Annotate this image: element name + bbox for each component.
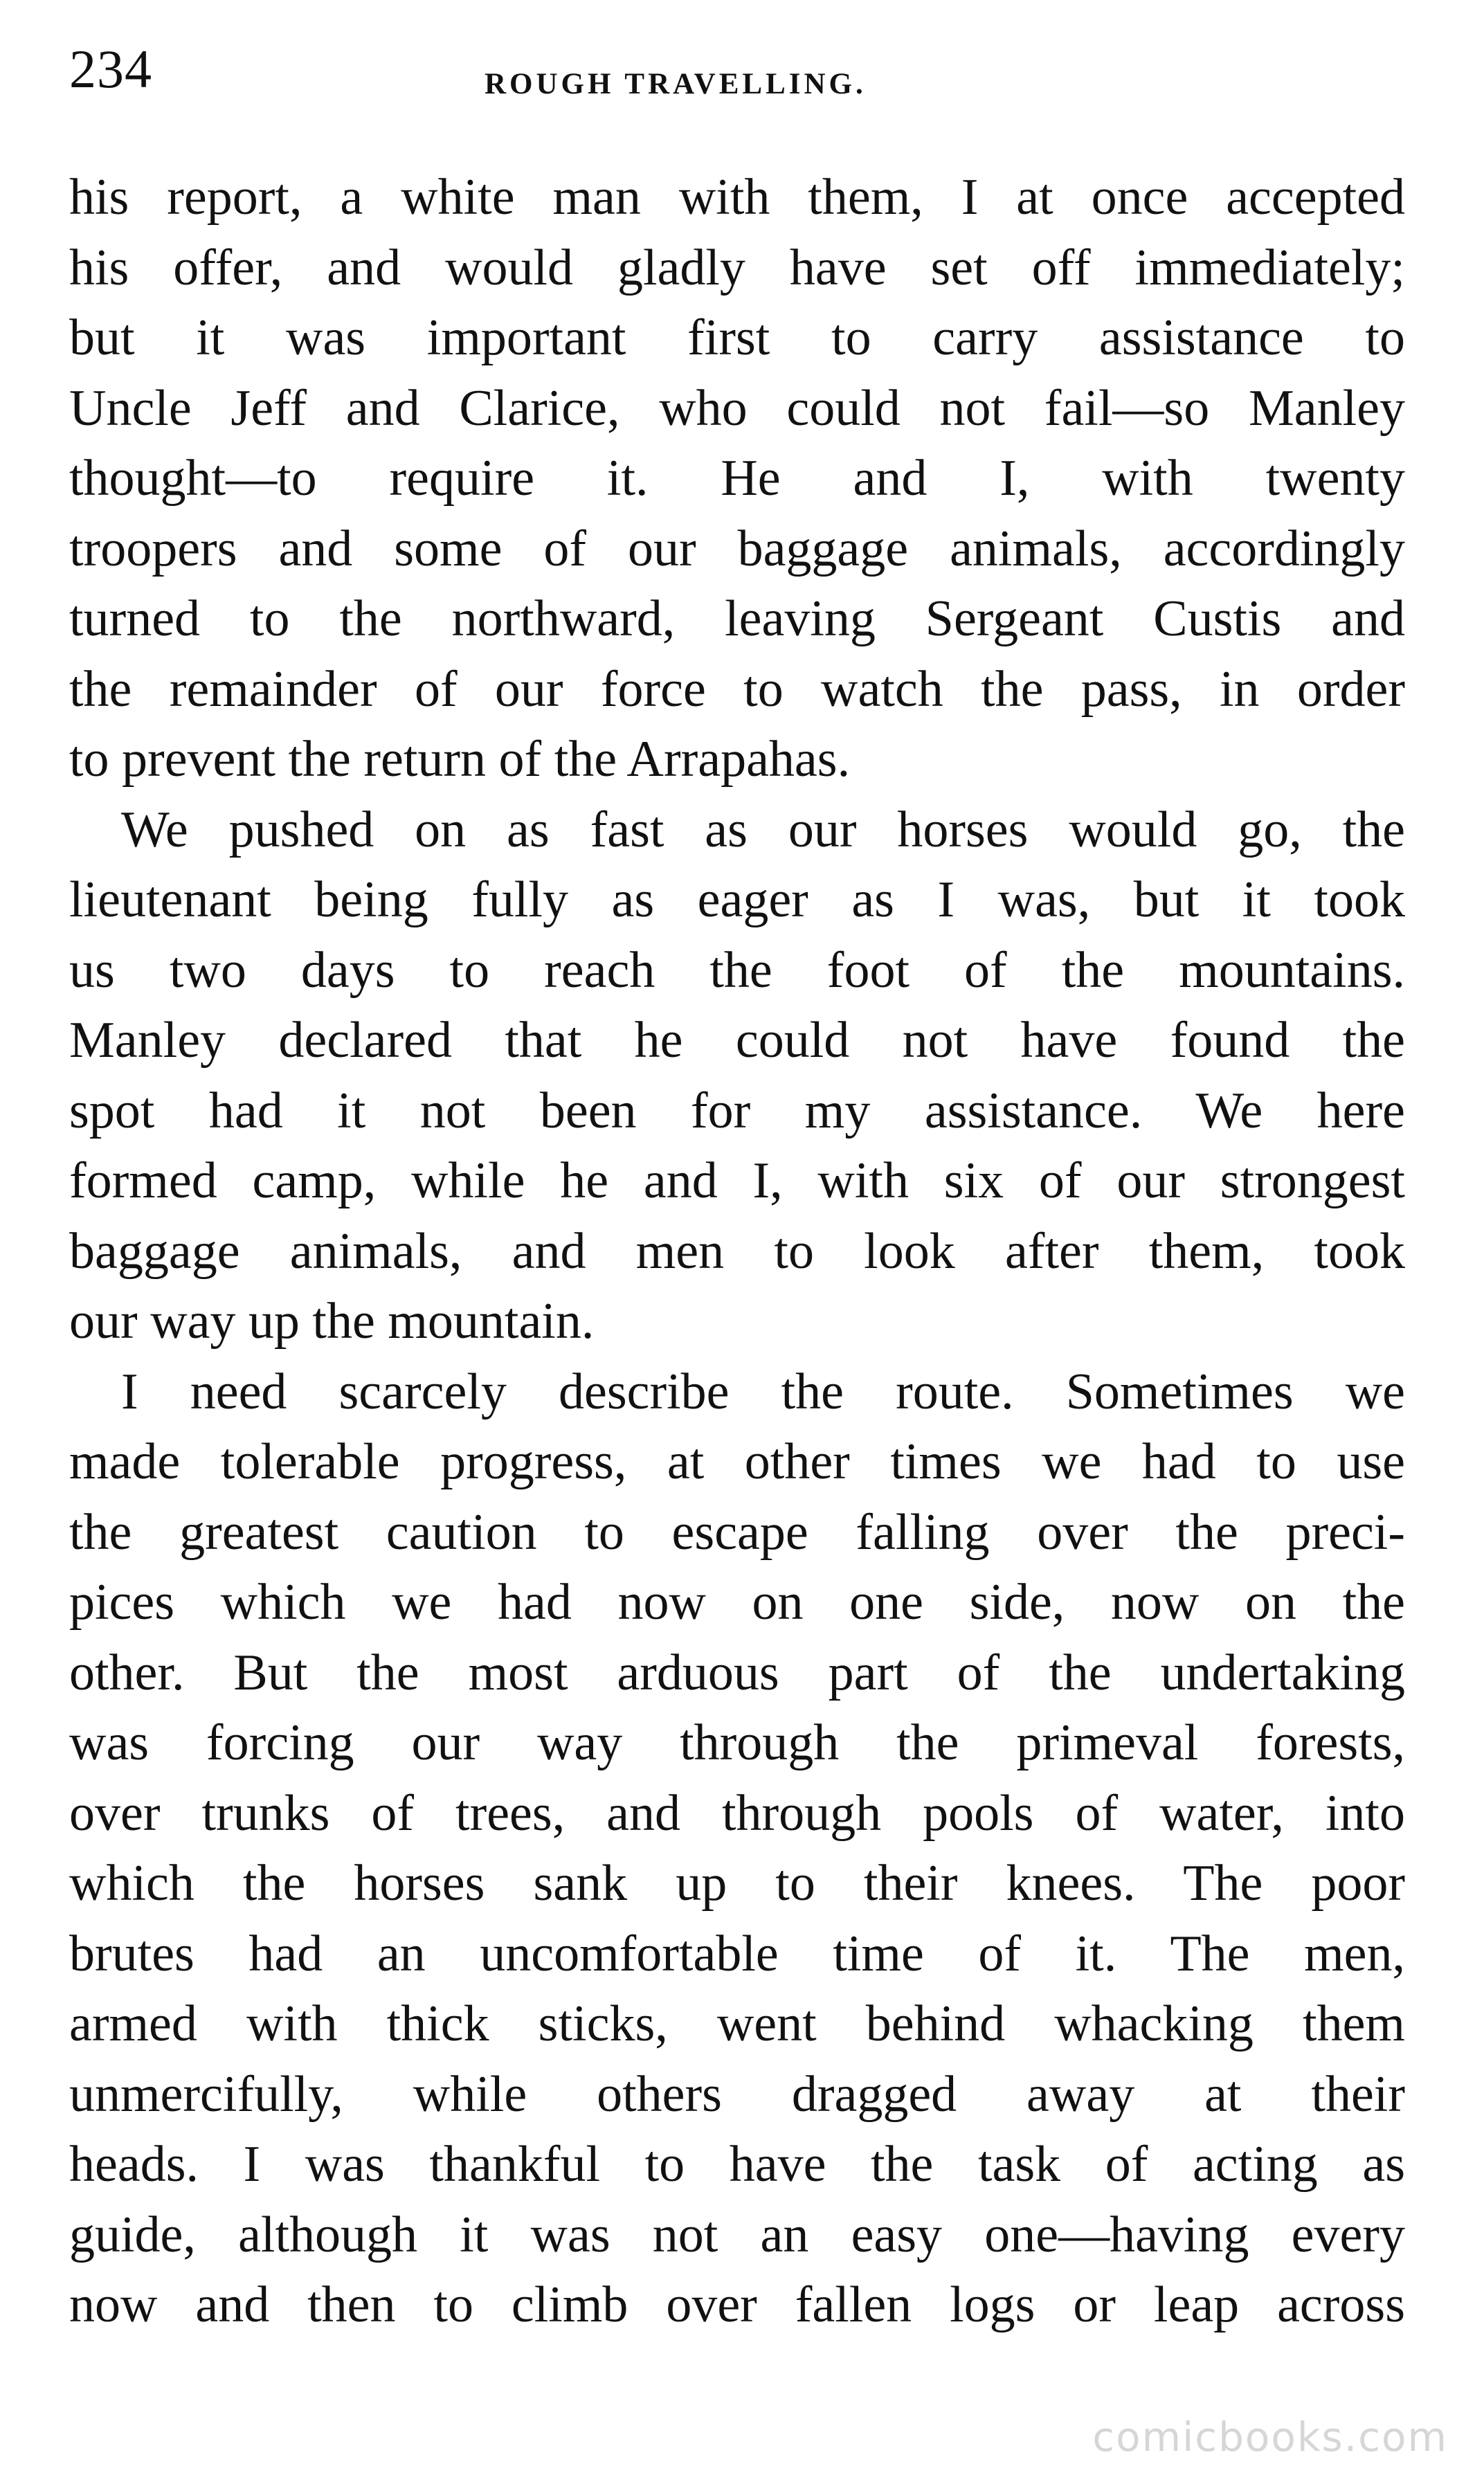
text-line: to prevent the return of the Arrapahas. [69, 731, 851, 788]
text-line: armed with thick sticks, went behind whacking them [69, 1995, 1405, 2052]
text-line: spot had it not been for my assistance. We here [69, 1082, 1405, 1139]
paragraph [69, 1357, 1405, 2341]
page-body [69, 163, 1405, 2341]
text-line: guide, although it was not an easy one—having every [69, 2206, 1405, 2263]
paragraph [69, 163, 1405, 795]
text-line: Manley declared that he could not have found the [69, 1012, 1405, 1069]
text-line: formed camp, while he and I, with six of our strongest [69, 1152, 1405, 1209]
text-line: made tolerable progress, at other times we had to use [69, 1433, 1405, 1490]
text-line: the greatest caution to escape falling over the preci- [69, 1503, 1405, 1561]
text-line: other. But the most arduous part of the undertaking [69, 1644, 1405, 1701]
text-line: but it was important first to carry assistance to [69, 309, 1405, 366]
text-line: Uncle Jeff and Clarice, who could not fail—so Manley [69, 379, 1405, 437]
watermark: comicbooks.com [1092, 2413, 1448, 2461]
text-line: brutes had an uncomfortable time of it. The men, [69, 1925, 1405, 1982]
text-line: was forcing our way through the primeval forests, [69, 1714, 1405, 1771]
page-number: 234 [69, 39, 152, 99]
text-line: turned to the northward, leaving Sergeant Custis and [69, 590, 1405, 647]
text-line: I need scarcely describe the route. Sometimes we [121, 1363, 1405, 1420]
text-line: us two days to reach the foot of the mountains. [69, 941, 1405, 999]
running-title: ROUGH TRAVELLING. [485, 68, 867, 100]
text-line: over trunks of trees, and through pools of water, into [69, 1784, 1405, 1842]
text-line: his offer, and would gladly have set off immediately; [69, 239, 1405, 296]
text-line: We pushed on as fast as our horses would go, the [121, 801, 1405, 858]
text-line: his report, a white man with them, I at once accepted [69, 169, 1405, 226]
text-line: now and then to climb over fallen logs or leap across [69, 2276, 1405, 2333]
paragraph [69, 795, 1405, 1357]
text-line: our way up the mountain. [69, 1293, 595, 1350]
text-line: the remainder of our force to watch the pass, in order [69, 660, 1405, 718]
text-line: unmercifully, while others dragged away at their [69, 2065, 1405, 2123]
text-line: thought—to require it. He and I, with twenty [69, 450, 1405, 507]
text-line: which the horses sank up to their knees. The poor [69, 1855, 1405, 1912]
page-header [0, 0, 1484, 152]
text-line: heads. I was thankful to have the task of acting as [69, 2136, 1405, 2193]
text-line: baggage animals, and men to look after them, took [69, 1222, 1405, 1280]
text-line: troopers and some of our baggage animals, accordingly [69, 520, 1405, 577]
text-line: pices which we had now on one side, now on the [69, 1574, 1405, 1631]
text-line: lieutenant being fully as eager as I was, but it took [69, 871, 1405, 928]
